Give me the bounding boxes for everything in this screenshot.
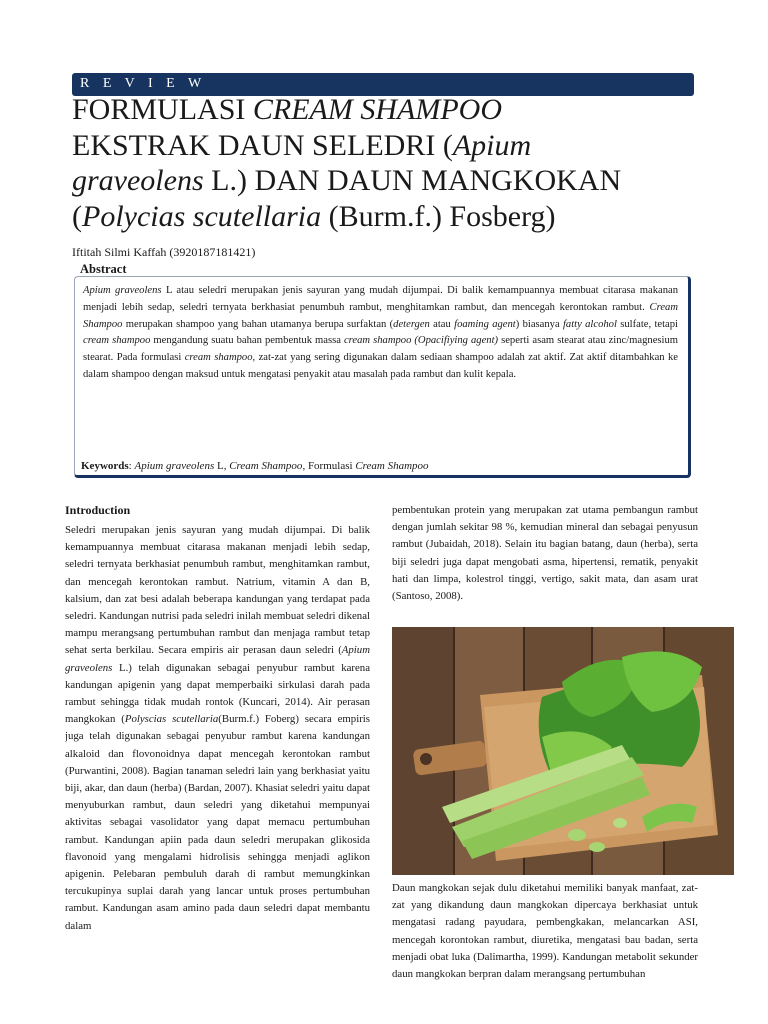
abstract-run: atau [429, 318, 455, 330]
review-label: R E V I E W [80, 76, 207, 91]
introduction-heading: Introduction [65, 503, 131, 517]
keywords-run: , Formulasi [302, 460, 356, 472]
keywords-italic: Cream Shampoo [229, 460, 303, 472]
intro-run: Seledri merupakan jenis sayuran yang mudah dijumpai. Di balik kemampuannya membuat citarasa makanan menjadi lebih sedap, seledri ternyata berkhasiat penumbuh rambut, menghitamkan rambut, dan mencegah kerontokan rambut. Natrium, vitamin A dan B, kalsium, dan zat besi adalah beberapa kandungan yang terdapat pada seledri. Kandungan nutrisi pada seledri inilah membuat seledri dikenal mampu merangsang pertumbuhan rambut dan menjaga rambut tetap sehat serta berkilau. Secara empiris air perasan daun seledri ( [65, 524, 370, 657]
abstract-run: merupakan shampoo yang bahan utamanya berupa surfaktan ( [122, 318, 394, 330]
abstract-italic: Cream Shampoo [83, 301, 678, 330]
abstract-italic: Apium graveolens [83, 285, 162, 296]
abstract-run: L atau seledri merupakan jenis sayuran yang mudah dijumpai. Di balik kemampuannya membuat citarasa makanan menjadi lebih sedap, seledri ternyata berkhasiat penumbuh rambut, menghitamkan rambut, dan mencegah kerontokan rambut. [83, 285, 678, 313]
title-italic: Apium [452, 128, 532, 162]
title-italic: CREAM SHAMPOO [252, 93, 502, 126]
intro-run: (Burm.f.) Foberg) secara empiris juga telah digunakan sebagai penyubur rambut karena kandungan alkaloid dan flovonoidnya dapat mencegah kerontokan rambut (Purwantini, 2008). Bagian tanaman seledri lain yang berkhasiat yaitu biji, akar, dan daun (herba) (Bardan, 2007). Khasiat seledri yaitu dapat menyuburkan rambut, daun seledri yang diketahui mempunyai aktivitas sebagai vasolidator yang dapat memacu pertumbuhan rambut. Kandungan apiin pada daun seledri merupakan glikosida flavonoid yang mengalami hidrolisis sehingga menjadi aglikon apigenin. Pelebaran pembuluh darah di rambut memungkinkan tercukupinya suplai darah yang lancar untuk proses pertumbuhan rambut. Kandungan asam amino pada daun seledri dapat membantu dalam [65, 713, 370, 932]
abstract-italic: cream shampoo (Opacifiying agent) [343, 335, 499, 347]
intro-column-right-bottom: Daun mangkokan sejak dulu diketahui memiliki banyak manfaat, zat-zat yang dikandung daun mangkokan dipercaya berkhasiat untuk mengatasi radang payudara, pembengkakan, melancarkan ASI, mencegah korontokan rambut, diuretika, mengatasi bau badan, serta menjadi obat luka (Dalimartha, 1999). Kandungan metabolit sekunder daun mangkokan berpran dalam merangsang pertumbuhan [392, 882, 698, 981]
keywords-line [81, 460, 429, 472]
abstract-run: seperti asam stearat atau zinc/magnesium stearat. Pada formulasi [83, 335, 678, 364]
intro-italic: Apium graveolens [65, 644, 370, 674]
author-line: Iftitah Silmi Kaffah (3920187181421) [72, 245, 256, 259]
keywords-run: L, [214, 460, 230, 472]
keywords-run: : [128, 460, 135, 472]
intro-column-right-top: pembentukan protein yang merupakan zat utama pembangun rambut dengan jumlah sekitar 98 %, kemudian mineral dan sebagai penyusun rambut (Jubaidah, 2018). Selain itu bagian batang, daun (herba), serta biji seledri juga dapat mengobati asma, hipertensi, rematik, penyakit hati dan limpa, kolestrol tinggi, vertigo, sakit mata, dan asam urat (Santoso, 2008). [392, 504, 698, 603]
abstract-run: mengandung suatu bahan pembentuk massa [150, 335, 344, 347]
title-italic: graveolens [72, 164, 204, 197]
title-text: FORMULASI [72, 93, 253, 126]
abstract-run: sulfate, tetapi [616, 318, 678, 330]
abstract-run: ) biasanya [515, 318, 563, 330]
title-text: (Burm.f.) Fosberg) [321, 199, 556, 233]
abstract-italic: cream shampoo [83, 335, 151, 347]
intro-column-left [65, 522, 370, 1010]
abstract-run: , zat-zat yang sering digunakan dalam sediaan shampoo adalah zat aktif. Zat aktif ditambahkan ke dalam shampoo dengan maksud untuk mengatasi penyakit atau masalah pada rambut dan kulit kepala. [83, 352, 678, 380]
title-text: EKSTRAK DAUN SELEDRI ( [72, 128, 453, 162]
intro-italic: Polyscias scutellaria [124, 713, 219, 726]
title-text: ( [72, 199, 82, 233]
abstract-box [74, 276, 691, 478]
keywords-italic: Cream Shampoo [355, 460, 429, 472]
abstract-italic: cream shampoo [184, 352, 253, 364]
title-italic: Polycias scutellaria [82, 199, 322, 233]
title-text: L.) DAN DAUN MANGKOKAN [203, 164, 622, 197]
intro-run: L.) telah digunakan sebagai penyubur rambut karena kandungan apigenin yang dapat memperbaiki sirkulasi darah pada rambut sehingga tidak mudah rontok (Kuncari, 2014). Air perasan mangkokan ( [65, 661, 370, 726]
celery-photo [392, 627, 734, 875]
article-title [72, 92, 692, 234]
abstract-heading: Abstract [80, 262, 127, 276]
keywords-italic: Apium graveolens [134, 460, 215, 472]
abstract-text [83, 283, 678, 384]
abstract-italic: detergen [393, 318, 430, 330]
abstract-italic: foaming agent [454, 318, 516, 330]
keywords-label: Keywords [81, 460, 129, 472]
abstract-italic: fatty alcohol [562, 318, 617, 330]
